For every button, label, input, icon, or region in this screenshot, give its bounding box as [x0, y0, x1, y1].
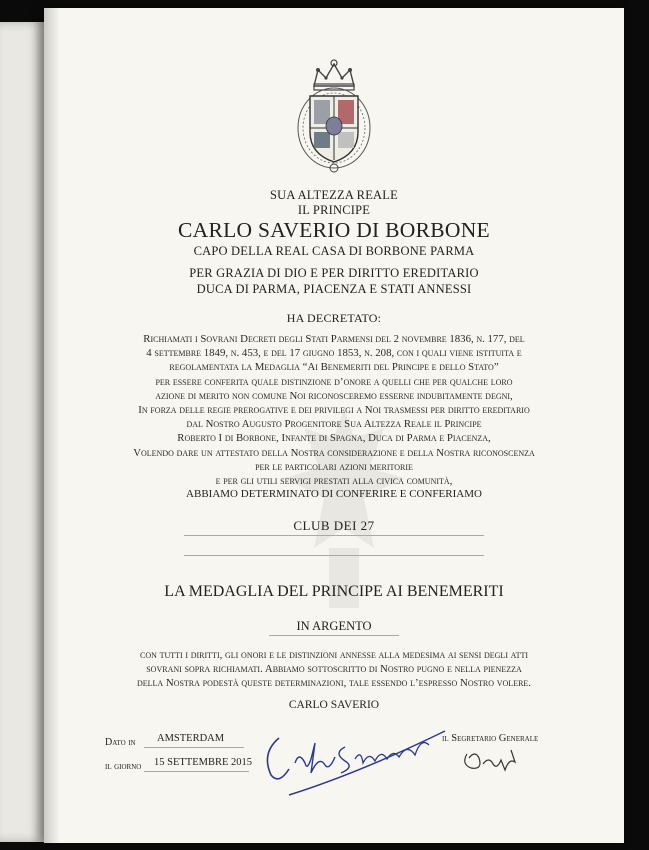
body-line: regolamentata la Medaglia “Ai Benemeriti del Principe e dello Stato” — [169, 361, 499, 374]
recipient-name: CLUB DEI 27 — [293, 518, 375, 533]
medal-grade: IN ARGENTO — [296, 619, 372, 633]
certificate-page — [44, 8, 624, 843]
coat-of-arms-icon — [294, 56, 374, 174]
body-line: Richiamati i Sovrani Decreti degli Stati Parmensi del 2 novembre 1836, n. 177, del — [143, 333, 525, 345]
dato-label: Dato in — [105, 737, 136, 748]
grace-line-1: PER GRAZIA DI DIO E PER DIRITTO EREDITARIO — [189, 266, 479, 280]
signatory-name: CARLO SAVERIO — [288, 699, 380, 711]
place-value: AMSTERDAM — [157, 733, 225, 744]
recipient-underline — [184, 535, 484, 536]
title-line-2: IL PRINCIPE — [297, 203, 371, 217]
secretary-signature — [459, 746, 529, 776]
body-line: per le particolari azioni meritorie — [255, 460, 413, 473]
determined-line: ABBIAMO DETERMINATO DI CONFERIRE E CONFERIAMO — [186, 488, 482, 500]
page-gutter-shadow — [44, 8, 60, 843]
date-underline — [144, 771, 249, 772]
grade-underline — [269, 635, 399, 636]
giorno-label: il giorno — [105, 761, 142, 772]
body-line: Volendo dare un attestato della Nostra considerazione e della Nostra riconoscenza — [133, 446, 535, 459]
place-underline — [144, 747, 244, 748]
prince-name: CARLO SAVERIO DI BORBONE — [177, 218, 490, 242]
decree-body — [94, 332, 574, 488]
grace-line-2: DUCA DI PARMA, PIACENZA E STATI ANNESSI — [196, 282, 472, 296]
secretary-label: il Segretario Generale — [442, 733, 539, 744]
body-line: Roberto I di Borbone, Infante di Spagna, Duca di Parma e Piacenza, — [177, 432, 491, 445]
facing-page — [0, 22, 44, 842]
date-value: 15 SETTEMBRE 2015 — [154, 757, 253, 768]
body-line: In forza delle regie prerogative e dei privilegi a Noi trasmessi per diritto ereditario — [138, 404, 530, 417]
body-line: e per gli utili servigi prestati alla civica comunità, — [215, 475, 453, 488]
body-line: per essere conferita quale distinzione d’onore a quelli che per qualche loro — [155, 375, 513, 388]
title-line-1: SUA ALTEZZA REALE — [270, 188, 398, 202]
closing-line: della Nostra podestà queste determinazioni, tale essendo l’espresso Nostro volere. — [136, 677, 531, 690]
closing-line: sovrani sopra richiamati. Abbiamo sottoscritto di Nostro pugno e nella pienezza — [146, 663, 522, 676]
body-line: azione di merito non comune Noi riconosceremo esserne indubitamente degni, — [155, 389, 513, 402]
house-subtitle: CAPO DELLA REAL CASA DI BORBONE PARMA — [193, 244, 475, 258]
body-line: dal Nostro Augusto Progenitore Sua Altezza Reale il Principe — [186, 418, 482, 431]
blank-line — [184, 555, 484, 556]
prince-signature — [249, 713, 449, 803]
closing-text — [94, 648, 574, 691]
closing-line: con tutti i diritti, gli onori e le distinzioni annesse alla medesima ai sensi degli atti — [139, 649, 529, 661]
medal-title: LA MEDAGLIA DEL PRINCIPE AI BENEMERITI — [164, 583, 504, 600]
decree-heading: HA DECRETATO: — [286, 311, 382, 325]
body-line: 4 settembre 1849, n. 453, e del 17 giugno 1853, n. 208, con i quali viene istituita e — [146, 347, 522, 360]
